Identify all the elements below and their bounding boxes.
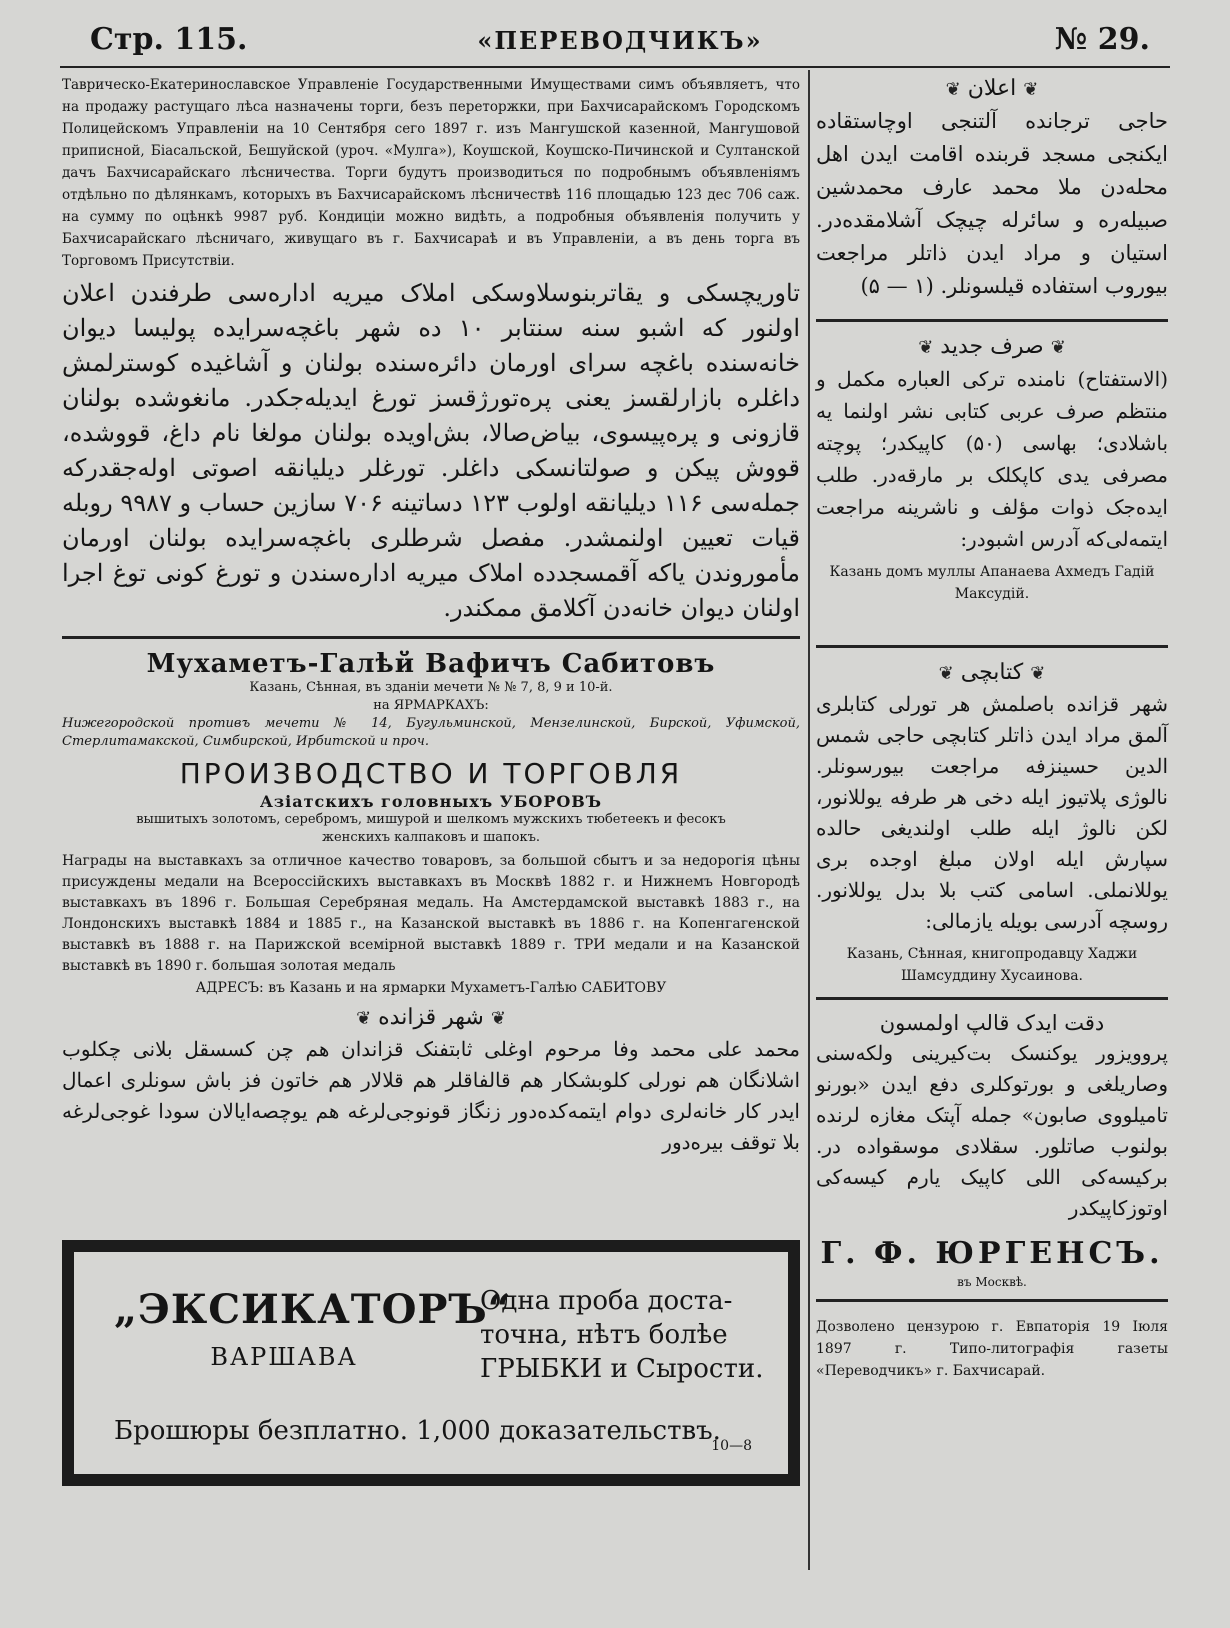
yurgens-name: Г. Ф. ЮРГЕНСЪ. — [820, 1236, 1164, 1271]
ornament-icon: ❦ — [490, 1008, 506, 1029]
ornament-icon: ❦ — [356, 1008, 372, 1029]
page-header — [90, 22, 1150, 62]
eksikator-city: ВАРШАВА — [210, 1343, 358, 1371]
eksikator-ad-box — [62, 1240, 800, 1486]
eksikator-slogan: Одна проба доста- точна, нѣтъ болѣе ГРЫБКИ и Сырости. — [480, 1286, 764, 1384]
right-column — [816, 74, 1168, 1382]
eksikator-brochures: Брошюры безплатно. 1,000 доказательствъ. — [114, 1416, 721, 1446]
awards-text: Награды на выставкахъ за отличное качество товаровъ, за большой сбытъ и за недорогія цѣны присуждены медали на Всероссійскихъ выставкахъ въ Москвѣ 1882 г. и Нижнемъ Новгородѣ выставкахъ въ 1896 г. Большая Серебряная медаль. На Амстердамской выставкѣ 1883 г., на Лондонскихъ выставкѣ 1884 и 1885 г., на Казанской выставкѣ въ 1886 г. на Копенгагенской выставкѣ въ 1888 г. на Парижской всемірной выставкѣ 1889 г. ТРИ медали и на Казанской выставкѣ въ 1890 г. большая золотая медаль — [62, 853, 800, 974]
hats-description: вышитыхъ золотомъ, серебромъ, мишурой и шелкомъ мужскихъ тюбетеекъ и фесокъ женскихъ калпаковъ и шапокъ. — [136, 812, 726, 845]
ornament-icon: ❦ — [938, 663, 954, 684]
sabitov-name: Мухаметъ-Галѣй Вафичъ Сабитовъ — [146, 649, 716, 679]
asian-hats-heading: Азіатскихъ головныхъ УБОРОВЪ — [259, 792, 603, 811]
section-rule — [816, 645, 1168, 648]
city-ornament — [62, 1003, 800, 1034]
column-divider — [808, 70, 810, 1570]
ilan-text: حاجی ترجانده آلتنجی اوچاستقاده ایکنجی مسجد قربنده اقامت ایدن اهل محله‌دن ملا محمد عارف محمدشین صبیله‌ره و سائرله چیچک آشلامقده‌در. استیان و مراد ایدن ذاتلر مراجعت بیوروب استفاده قیلسونلر. (۱ — ۵) — [816, 109, 1168, 298]
sabitov-address-2: АДРЕСЪ: въ Казань и на ярмарки Мухаметъ-Галѣю САБИТОВУ — [195, 980, 667, 996]
section-rule — [816, 319, 1168, 322]
ornament-icon: ❦ — [945, 79, 961, 100]
production-heading: ПРОИЗВОДСТВО И ТОРГОВЛЯ — [179, 757, 683, 790]
page-number: Стр. 115. — [90, 22, 248, 57]
section-rule — [816, 997, 1168, 1000]
eksikator-number: 10—8 — [711, 1438, 752, 1454]
kitab-text: شهر قزانده باصلمش هر تورلی کتابلری آلمق مراد ایدن ذاتلر کتابچی حاجی شمس الدین حسینزفه مراجعت بیورسونلر. نالوژی پلاتیوز ایله دخی هر طرفه یوللانور، لکن نالوژ ایله طلب اولندیغی حالده سپارش ایله اولان مبلغ اوجده بری یوللانملی. اسامی کتب بلا بدل یوللانور. روسچه آدرسی بویله یازمالی: — [816, 692, 1168, 933]
yurgens-city: въ Москвѣ. — [957, 1275, 1027, 1289]
censor-imprint: Дозволено цензурою г. Евпаторія 19 Іюля 1897 г. Типо-литографія газеты «Переводчикъ» г. Бахчисарай. — [816, 1319, 1168, 1379]
sarf-signature: Казань домъ муллы Апанаева Ахмедъ Гадій Максудій. — [829, 564, 1155, 602]
sabitov-fairs-label: на ЯРМАРКАХЪ: — [373, 698, 489, 713]
sabitov-text-ar: محمد علی محمد وفا مرحوم اوغلی ثابتفنک قزاندان هم چن کسسقل بلانی چکلوب اشلانگان هم نورلی کلوبشکار هم قالفاقلر هم قلالار هم خاتون فز باش سونلری اعمال ایدر کار خانه‌لری دوام ایتمه‌کده‌دور زنگاز قونوجی‌لرغه هم یوچصه‌ایالان سودا غوجی‌لرغه بلا توقف بیره‌دور — [62, 1037, 800, 1154]
header-rule — [60, 66, 1170, 68]
kitab-heading: ❦ کتابچی ❦ — [938, 660, 1046, 685]
dikkat-text: پروویزور یوکنسک بت‌کیرینی ولکه‌سنی وصاریلغی و بورتوکلری دفع ایدن «بورنو تامیلووی صابون» جمله آپتک مغازه لرنده بولنوب صاتلور. سقلادی موسقواده در. برکیسه‌کی اللی کاپیک یارم کیسه‌کی اوتوزکاپیکدر — [816, 1041, 1168, 1220]
left-column — [62, 74, 800, 1158]
kitab-signature: Казань, Сѣнная, книгопродавцу Хаджи Шамсуддину Хусаинова. — [846, 946, 1138, 984]
forest-sale-notice-ar: تاوریچسکی و یقاتربنوسلاوسکی املاک میریه اداره‌سی طرفندن اعلان اولنور که اشبو سنه سنتابر ۱۰ ده شهر باغچه‌سرایده پولیسا دیوان خانه‌سنده باغچه سرای اورمان دائره‌سنده بولنان و آشاغیده کوسترلمش داغلره بازارلقسز یعنی پره‌تورژقسز تورغ ایدیله‌جکدر. مانغوشده بولنان قازونی و پره‌پیسوی، بیاض‌صالا، بش‌اویده بولنان مولغا نام داغ، قووشده، قووش پیکن و صولتانسکی داغلر. تورغلر دیلیانقه اصوتی اوله‌جقدرکه جمله‌سی ۱۱۶ دیلیانقه اولوب ۱۲۳ دساتینه ۷۰۶ سازین حساب و ۹۹۸۷ روبله قیات تعیین اولنمشدر. مفصل شرطلری باغچه‌سرایده بولنان اورمان مأموروندن یاکه آقمسجدده املاک میریه اداره‌سندن و تورغ کونی توغ اجرا اولنان دیوان خانه‌دن آکلامق ممکندر. — [62, 279, 800, 622]
ornament-icon: ❦ — [1030, 663, 1046, 684]
sarf-heading: ❦ صرف جدید ❦ — [918, 334, 1066, 359]
ornament-icon: ❦ — [1023, 79, 1039, 100]
sarf-text: (الاستفتاح) نامنده ترکی العباره مکمل و منتظم صرف عربی کتابی نشر اولنما یه باشلادی؛ بهاسی (۵۰) کاپیکدر؛ پوچته مصرفی یدی کاپکلک بر مارقه‌در. طلب ایده‌جک ذوات مؤلف و ناشرینه مراجعت ایتمه‌لی‌که آدرس اشبودر: — [816, 367, 1169, 551]
sabitov-address: Казань, Сѣнная, въ зданіи мечети № № 7, 8, 9 и 10-й. — [249, 680, 613, 695]
eksikator-name: „ЭКСИКАТОРЪ“ — [114, 1286, 512, 1333]
ornament-icon: ❦ — [918, 337, 934, 358]
sabitov-fairs: Нижегородской противъ мечети № 14, Бугульминской, Мензелинской, Бирской, Уфимской, Стерлитамакской, Симбирской, Ирбитской и проч. — [62, 716, 800, 749]
ornament-icon: ❦ — [1050, 337, 1066, 358]
dikkat-heading: دقت ایدک قالپ اولمسون — [879, 1011, 1105, 1035]
forest-sale-notice-ru: Таврическо-Екатеринославское Управленіе Государственными Имуществами симъ объявляетъ, что на продажу растущаго лѣса назначены торги, безъ переторжки, при Бахчисарайскомъ Городскомъ Полицейскомъ Управленіи на 10 Сентября сего 1897 г. изъ Мангушской казенной, Мангушовой приписной, Біасальской, Бешуйской (уроч. «Мулга»), Коушской, Коушско-Пичинской и Султанской дачъ Бахчисарайскаго лѣсничества. Торги будутъ производиться по подробнымъ объявленіямъ отдѣльно по дѣлянкамъ, которыхъ въ Бахчисарайскомъ лѣсничествѣ 116 площадью 123 дес 706 саж. на сумму по оцѣнкѣ 9987 руб. Кондиціи можно видѣть, а подробныя объявленія получить у Бахчисарайскаго лѣсничаго, живущаго въ г. Бахчисараѣ и въ Управленіи, а въ день торга въ Торговомъ Присутствіи. — [62, 77, 800, 269]
section-rule — [62, 636, 800, 639]
section-rule — [816, 1299, 1168, 1302]
issue-number: № 29. — [1054, 22, 1150, 57]
city-label-ar: شهر قزانده — [378, 1005, 484, 1030]
ilan-heading: ❦ اعلان ❦ — [945, 76, 1039, 101]
newspaper-title: «ПЕРЕВОДЧИКЪ» — [477, 26, 763, 55]
